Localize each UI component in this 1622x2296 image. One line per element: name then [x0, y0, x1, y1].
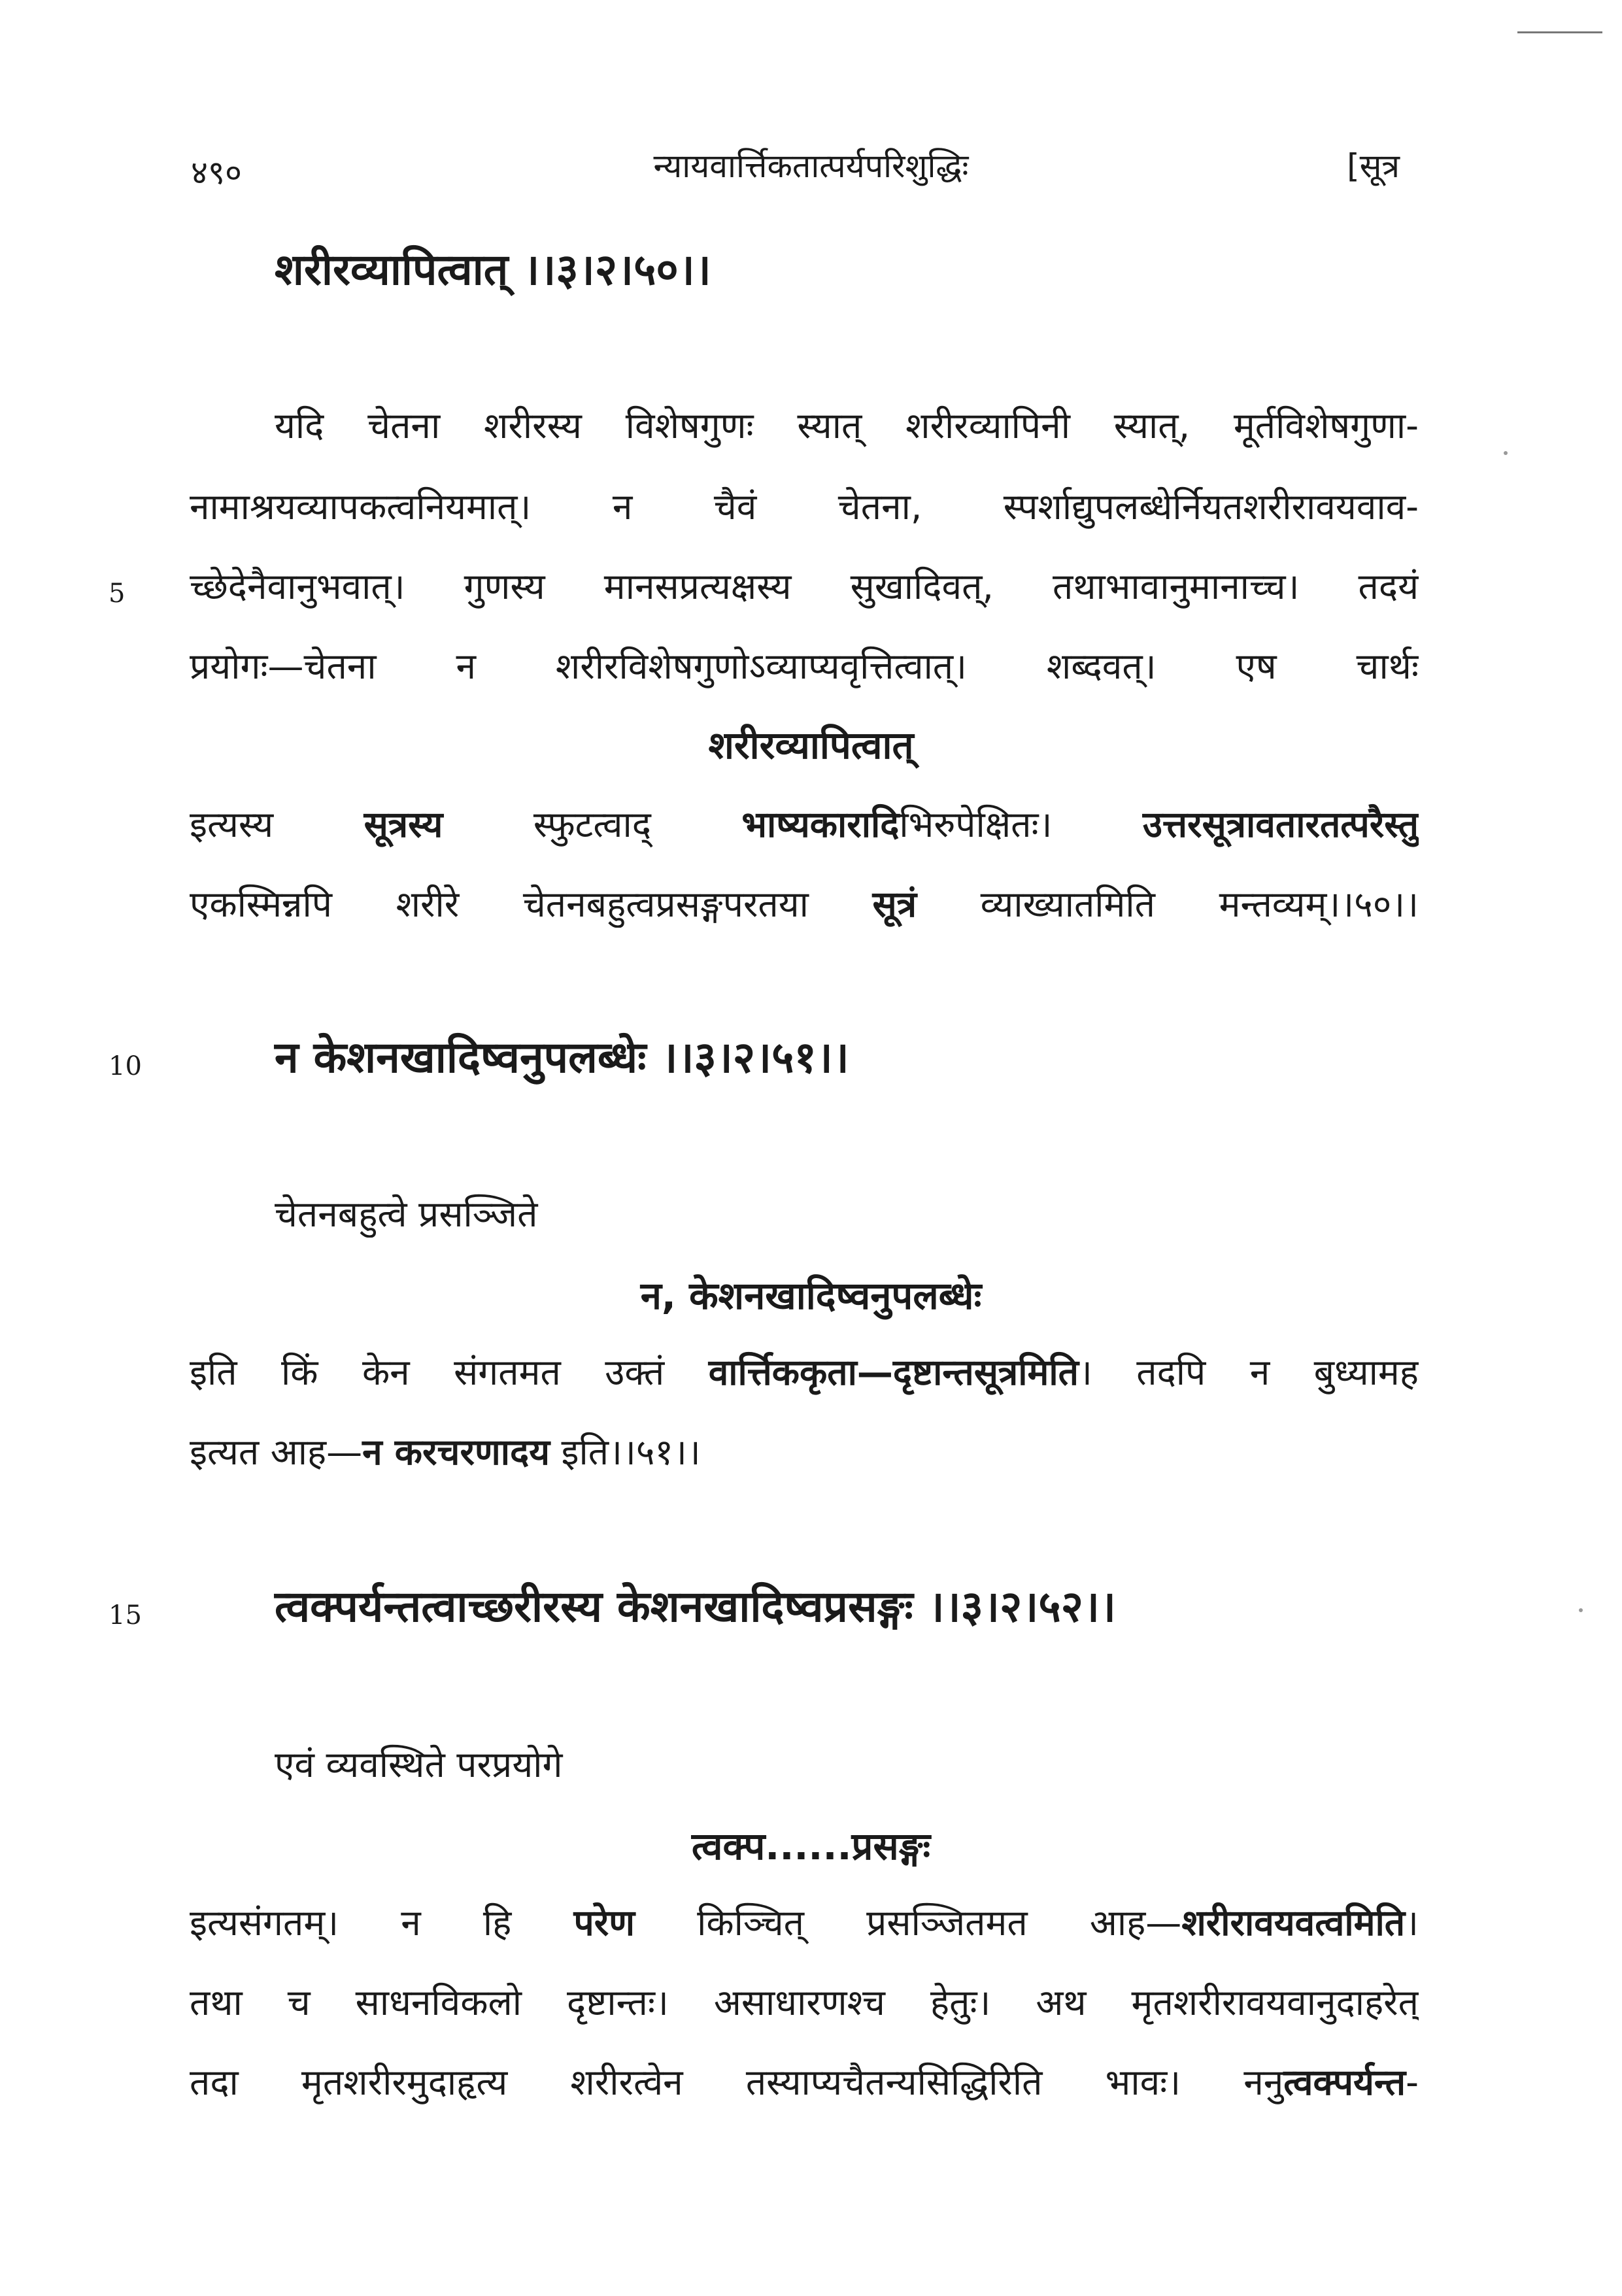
- pratika-heading: शरीरव्यापित्वात्: [708, 723, 914, 768]
- running-title: न्यायवार्त्तिकतात्पर्यपरिशुद्धिः: [653, 147, 969, 185]
- line-number: 15: [109, 1600, 142, 1630]
- scan-speck: [1504, 451, 1508, 455]
- scan-speck: [1579, 1608, 1583, 1612]
- line-number: 5: [109, 579, 126, 609]
- scan-edge-mark: [1517, 31, 1602, 33]
- section-label: [सूत्र: [1347, 147, 1400, 185]
- page-number: ४९०: [191, 154, 242, 192]
- pratika-heading: न, केशनखादिष्वनुपलब्धेः: [640, 1274, 982, 1318]
- text-line: एवं व्यवस्थिते परप्रयोगे: [275, 1744, 563, 1785]
- text-line: तदा मृतशरीरमुदाहृत्य शरीरत्वेन तस्याप्यचैतन्यसिद्धिरिति भावः। ननुत्वक्पर्यन्त-: [190, 2061, 1419, 2103]
- sutra-heading-52: त्वक्पर्यन्तत्वाच्छरीरस्य केशनखादिष्वप्रसङ्गः ।।३।२।५२।।: [275, 1581, 1117, 1632]
- text-line: इत्यसंगतम्। न हि परेण किञ्चित् प्रसञ्जितमत आह—शरीरावयवत्वमिति।: [190, 1902, 1419, 1944]
- text-line: एकस्मिन्नपि शरीरे चेतनबहुत्वप्रसङ्गपरतया सूत्रं व्याख्यातमिति मन्तव्यम्।।५०।।: [190, 883, 1419, 925]
- text-line: इति किं केन संगतमत उक्तं वार्त्तिककृता—दृष्टान्तसूत्रमिति। तदपि न बुध्यामह: [190, 1351, 1419, 1393]
- text-line: नामाश्रयव्यापकत्वनियमात्। न चैवं चेतना, स्पर्शाद्युपलब्धेर्नियतशरीरावयवाव-: [190, 486, 1419, 528]
- pratika-heading: त्वक्प......प्रसङ्गः: [691, 1824, 931, 1868]
- text-line: तथा च साधनविकलो दृष्टान्तः। असाधारणश्च हेतुः। अथ मृतशरीरावयवानुदाहरेत्: [190, 1982, 1419, 2023]
- text-line: इत्यस्य सूत्रस्य स्फुटत्वाद् भाष्यकारादिभिरुपेक्षितः। उत्तरसूत्रावतारतत्परैस्तु: [190, 803, 1419, 845]
- text-line: चेतनबहुत्वे प्रसञ्जिते: [275, 1193, 538, 1235]
- text-line: च्छेदेनैवानुभवात्। गुणस्य मानसप्रत्यक्षस्य सुखादिवत्, तथाभावानुमानाच्च। तदयं: [190, 566, 1419, 607]
- sutra-heading-50: शरीरव्यापित्वात् ।।३।२।५०।।: [275, 245, 711, 295]
- text-line: यदि चेतना शरीरस्य विशेषगुणः स्यात् शरीरव्यापिनी स्यात्, मूर्तविशेषगुणा-: [275, 405, 1419, 447]
- text-line: इत्यत आह—न करचरणादय इति।।५१।।: [190, 1431, 701, 1473]
- text-line: प्रयोगः—चेतना न शरीरविशेषगुणोऽव्याप्यवृत्तित्वात्। शब्दवत्। एष चार्थः: [190, 645, 1419, 687]
- page-header: [0, 143, 1622, 195]
- sutra-heading-51: न केशनखादिष्वनुपलब्धेः ।।३।२।५१।।: [275, 1032, 849, 1083]
- line-number: 10: [109, 1051, 142, 1081]
